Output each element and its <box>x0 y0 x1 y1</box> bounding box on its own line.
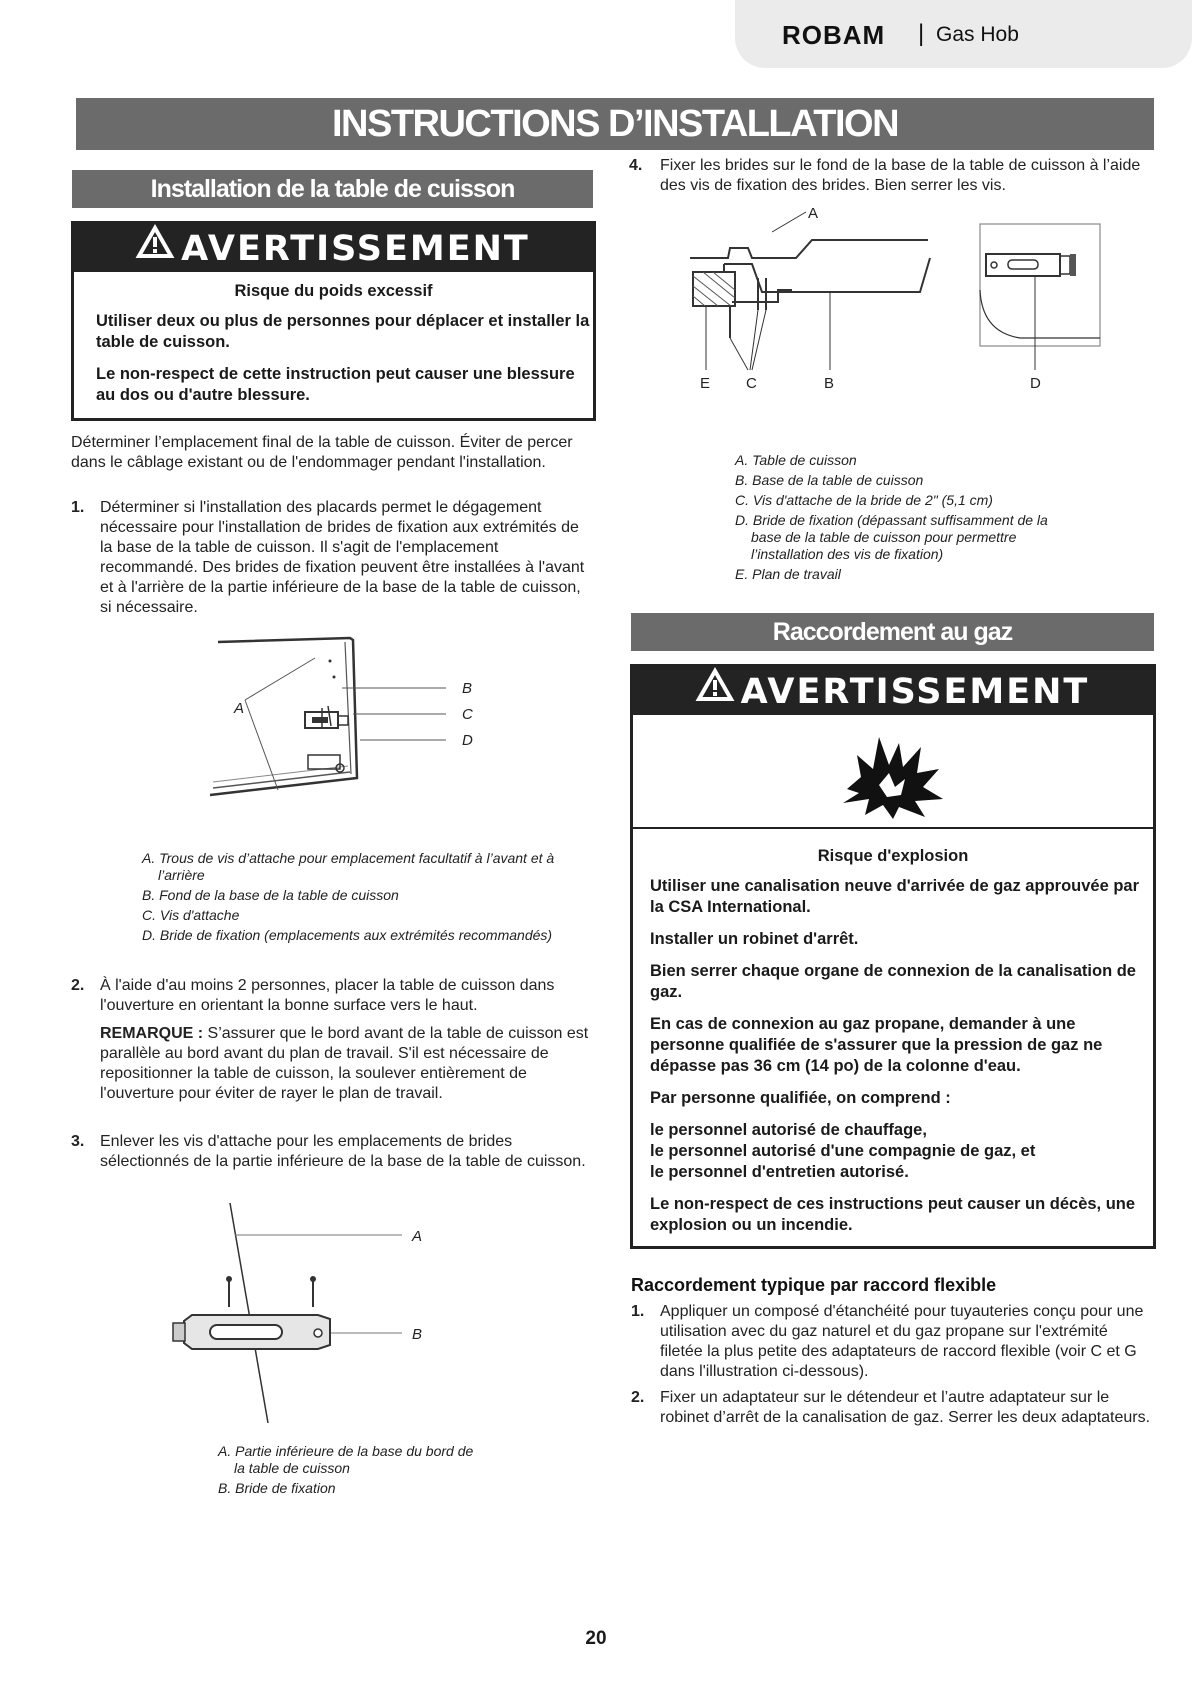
warning-title: Risque d'explosion <box>817 847 969 865</box>
legend-item: C. Vis d'attache <box>142 907 240 923</box>
step-text: Fixer les brides sur le fond de la base de la table de cuisson à l’aide des vis de fixation des brides. Bien serrer les vis. <box>660 157 1141 194</box>
warning-text: Le non-respect de ces instructions peut causer un décès, une explosion ou un incendie. <box>650 1195 1136 1234</box>
explosion-symbol-panel <box>633 715 1153 829</box>
gas-step-2 <box>631 1388 1154 1428</box>
warning-text: le personnel autorisé d'une compagnie de gaz, et <box>650 1142 1036 1160</box>
explosion-icon <box>839 729 949 819</box>
figure-label-d: D <box>462 732 473 749</box>
legend-item: B. Fond de la base de la table de cuisson <box>142 887 399 903</box>
step-3 <box>71 1132 593 1172</box>
figure-label-b: B <box>412 1326 423 1343</box>
figure-label-a: A <box>234 700 245 717</box>
warning-text: Le non-respect de cette instruction peut causer une blessure au dos ou d'autre blessure. <box>96 365 575 404</box>
legend-item: D. Bride de fixation (dépassant suffisamment de la base de la table de cuisson pour permettre l’installation des vis de fixation) <box>735 512 1048 562</box>
warning-box-weight <box>71 221 596 421</box>
step-text: Fixer un adaptateur sur le détendeur et l’autre adaptateur sur le robinet d’arrêt de la canalisation de gaz. Serrer les deux adaptateurs. <box>660 1389 1151 1426</box>
note-text: S’assurer que le bord avant de la table de cuisson est parallèle au bord avant du plan de travail. S'il est nécessaire de repositionner la table de cuisson, la soulever entièrement de l'ouverture pour éviter de rayer le plan de travail. <box>100 1025 589 1102</box>
page-number: 20 <box>585 1628 607 1649</box>
step-note <box>100 1024 593 1104</box>
warning-title: Risque du poids excessif <box>234 282 433 300</box>
legend-item: B. Base de la table de cuisson <box>735 472 924 488</box>
brand-logo: ROBAM <box>782 20 886 50</box>
warning-text: Utiliser deux ou plus de personnes pour déplacer et installer la table de cuisson. <box>96 312 590 351</box>
step-text: Déterminer si l'installation des placards permet le dégagement nécessaire pour l'installation de brides de fixation aux extrémités de la base de la table de cuisson. Il s'agit de l'emplacement recommandé. Des brides de fixation peuvent être installées à l'avant et à l'arrière de la partie inférieure de la base de la table de cuisson, si nécessaire. <box>100 499 585 616</box>
product-name: Gas Hob <box>936 23 1019 46</box>
warning-heading: AVERTISSEMENT <box>181 229 530 269</box>
section-title-gas: Raccordement au gaz <box>631 613 1154 651</box>
page-title: INSTRUCTIONS D’INSTALLATION <box>76 98 1154 150</box>
warning-text: En cas de connexion au gaz propane, demander à une personne qualifiée de s'assurer que la pression de gaz ne dépasse pas 36 cm (14 po) de la colonne d'eau. <box>650 1015 1103 1075</box>
warning-box-explosion <box>630 664 1156 1249</box>
figure-legend <box>218 1443 478 1500</box>
note-label: REMARQUE : <box>100 1025 204 1042</box>
step-number: 2. <box>71 977 85 994</box>
warning-text: Bien serrer chaque organe de connexion de la canalisation de gaz. <box>650 962 1136 1001</box>
legend-item: E. Plan de travail <box>735 566 841 582</box>
warning-header <box>633 667 1153 715</box>
intro-paragraph: Déterminer l’emplacement final de la table de cuisson. Éviter de percer dans le câblage existant ou de l'endommager pendant l'installation. <box>71 434 573 471</box>
step-text: À l'aide d'au moins 2 personnes, placer la table de cuisson dans l'ouverture en orientant la bonne surface vers le haut. <box>100 977 555 1014</box>
figure-legend <box>142 850 582 947</box>
figure-label-e: E <box>700 375 711 392</box>
step-number: 2. <box>631 1389 645 1406</box>
step-text: Enlever les vis d'attache pour les emplacements de brides sélectionnés de la partie inférieure de la base de la table de cuisson. <box>100 1133 586 1170</box>
header-separator: | <box>918 20 925 47</box>
figure-label-b: B <box>824 375 835 392</box>
legend-item: D. Bride de fixation (emplacements aux extrémités recommandés) <box>142 927 553 943</box>
warning-heading: AVERTISSEMENT <box>740 672 1090 712</box>
step-number: 1. <box>71 499 85 516</box>
warning-header <box>74 224 593 272</box>
warning-text: le personnel d'entretien autorisé. <box>650 1163 909 1181</box>
step-text: Appliquer un composé d'étanchéité pour tuyauteries conçu pour une utilisation avec du gaz naturel et du gaz propane sur l'extrémité filetée la plus petite des adaptateurs de raccord flexible (voir C et G dans l'illustration ci-dessous). <box>660 1303 1144 1380</box>
bracket-fastening-diagram <box>690 205 1120 395</box>
figure-label-d: D <box>1030 375 1041 392</box>
bracket-removal-diagram <box>170 1203 440 1423</box>
step-2 <box>71 976 593 1104</box>
step-1 <box>71 498 593 618</box>
gas-step-1 <box>631 1302 1154 1382</box>
legend-item: A. Partie inférieure de la base du bord de la table de cuisson <box>218 1443 474 1476</box>
warning-triangle-icon <box>137 222 173 272</box>
figure-legend <box>735 452 1065 586</box>
legend-item: A. Trous de vis d’attache pour emplacement facultatif à l’avant et à l’arrière <box>142 850 555 883</box>
warning-text: Utiliser une canalisation neuve d'arrivée de gaz approuvée par la CSA International. <box>650 877 1140 916</box>
step-number: 3. <box>71 1133 85 1150</box>
subsection-heading: Raccordement typique par raccord flexible <box>631 1275 997 1295</box>
legend-item: A. Table de cuisson <box>735 452 857 468</box>
step-4 <box>629 156 1154 196</box>
step-number: 4. <box>629 157 643 174</box>
figure-label-a: A <box>808 205 819 222</box>
figure-label-b: B <box>462 680 473 697</box>
figure-label-a: A <box>412 1228 423 1245</box>
step-number: 1. <box>631 1303 645 1320</box>
figure-label-c: C <box>746 375 757 392</box>
warning-triangle-icon <box>697 665 733 715</box>
legend-item: B. Bride de fixation <box>218 1480 336 1496</box>
legend-item: C. Vis d'attache de la bride de 2" (5,1 cm) <box>735 492 993 508</box>
warning-text: le personnel autorisé de chauffage, <box>650 1121 927 1139</box>
bracket-location-diagram <box>210 628 490 818</box>
warning-text: Par personne qualifiée, on comprend : <box>650 1089 951 1107</box>
figure-label-c: C <box>462 706 473 723</box>
section-title-installation: Installation de la table de cuisson <box>72 170 593 208</box>
warning-text: Installer un robinet d'arrêt. <box>650 930 859 948</box>
